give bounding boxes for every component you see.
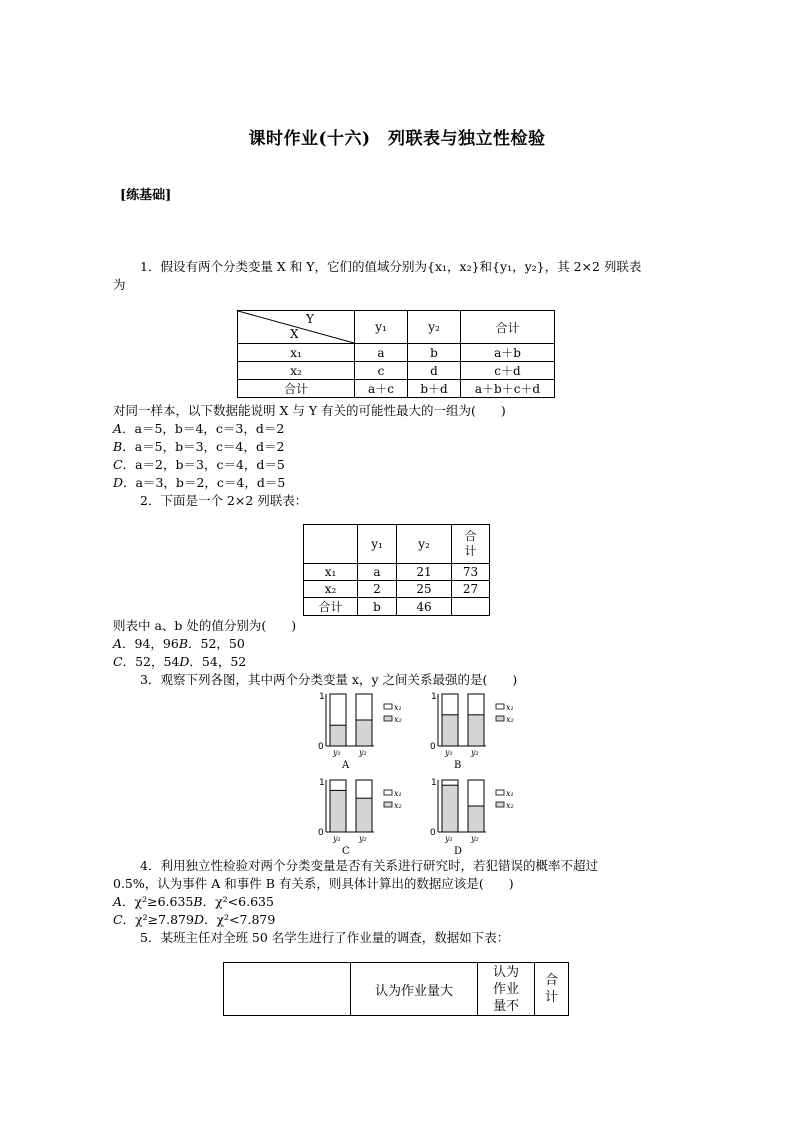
option-text: ．94，96 (122, 636, 179, 651)
table-cell: b＋d (408, 380, 461, 398)
q1-question: 对同一样本，以下数据能说明 X 与 Y 有关的可能性最大的一组为( ) (113, 403, 506, 418)
ytick-label: 1 (319, 692, 325, 702)
q1-option-b (113, 438, 284, 455)
table-cell: y₂ (397, 525, 452, 564)
legend-label: x₂ (506, 801, 514, 810)
option-letter: A (113, 894, 123, 909)
q1-header-y2: y₂ (408, 311, 461, 344)
option-letter: C (113, 912, 123, 927)
legend-swatch-x1 (384, 790, 392, 795)
table-cell: 73 (452, 564, 490, 581)
bar-x2 (356, 720, 372, 746)
option-text: ．χ²≥6.635 (122, 894, 194, 909)
legend-label: x₂ (506, 715, 514, 724)
q1-stem-line1: 1．假设有两个分类变量 X 和 Y，它们的值域分别为{x₁，x₂}和{y₁，y₂}，其 2×2 列联表 (140, 259, 642, 274)
page-title: 课时作业(十六) 列联表与独立性检验 (248, 129, 546, 149)
ytick-label: 1 (431, 778, 437, 788)
legend-swatch-x2 (384, 802, 392, 807)
q1-option-a (113, 420, 284, 437)
table-cell: 合 计 (452, 525, 490, 564)
q1-option-d (113, 474, 285, 491)
chart-A (312, 690, 412, 768)
q5-survey-table (223, 962, 569, 1016)
table-cell: x₂ (238, 362, 355, 380)
q1-option-c (113, 456, 285, 473)
ytick-label: 1 (431, 692, 437, 702)
q5-stem: 5．某班主任对全班 50 名学生进行了作业量的调查，数据如下表： (140, 930, 510, 945)
xtick-label: y₁ (445, 748, 453, 757)
q3-stem: 3．观察下列各图，其中两个分类变量 x，y 之间关系最强的是( ) (140, 672, 518, 687)
table-cell (304, 525, 358, 564)
option-letter: D (193, 912, 204, 927)
table-cell: 46 (397, 598, 452, 616)
table-cell: b (358, 598, 397, 616)
legend-label: x₁ (394, 789, 402, 798)
legend-label: x₂ (394, 801, 402, 810)
table-cell: x₁ (304, 564, 358, 581)
table-cell: 认为作业量大 (351, 963, 478, 1016)
xtick-label: y₁ (333, 748, 341, 757)
chart-label: A (342, 760, 350, 768)
option-text: ．a＝5，b＝4，c＝3，d＝2 (122, 421, 285, 436)
legend-swatch-x2 (496, 802, 504, 807)
table-cell: a＋b＋c＋d (461, 380, 555, 398)
option-text: ．χ²≥7.879 (122, 912, 194, 927)
legend-label: x₁ (506, 789, 514, 798)
chart-D (424, 776, 524, 854)
option-text: ．a＝2，b＝3，c＝4，d＝5 (122, 457, 285, 472)
xtick-label: y₁ (333, 834, 341, 843)
q4-stem-line2: 0.5%，认为事件 A 和事件 B 有关系，则具体计算出的数据应该是( ) (113, 876, 514, 891)
option-text: ．χ²<6.635 (202, 894, 274, 909)
bar-x2 (356, 798, 372, 832)
chart-label: C (342, 846, 350, 854)
table-cell: 认为 作业 量不 (478, 963, 535, 1016)
legend-swatch-x1 (496, 704, 504, 709)
ytick-label: 0 (318, 742, 324, 752)
chart-C (312, 776, 412, 854)
q1-corner-y: Y (306, 312, 314, 326)
bar-x2 (442, 715, 458, 746)
xtick-label: y₂ (359, 748, 367, 757)
option-text: ．a＝5，b＝3，c＝4，d＝2 (122, 439, 285, 454)
bar-x2 (442, 785, 458, 832)
table-cell: a (358, 564, 397, 581)
table-cell: 2 (358, 581, 397, 598)
table-cell: y₁ (358, 525, 397, 564)
option-text: ．54，52 (189, 654, 247, 669)
q1-corner-x: X (290, 327, 299, 341)
q1-header-total: 合计 (461, 311, 555, 344)
xtick-label: y₂ (359, 834, 367, 843)
option-text: ．a＝3，b＝2，c＝4，d＝5 (123, 475, 286, 490)
option-text: ．52，50 (188, 636, 245, 651)
legend-swatch-x1 (496, 790, 504, 795)
chart-label: B (454, 760, 462, 768)
table-cell (224, 963, 351, 1016)
q4-options-cd (113, 911, 275, 928)
q2-stem: 2．下面是一个 2×2 列联表： (140, 493, 308, 508)
legend-swatch-x2 (496, 716, 504, 721)
option-letter: C (113, 457, 123, 472)
xtick-label: y₂ (471, 834, 479, 843)
table-cell: c (355, 362, 408, 380)
q2-question: 则表中 a、b 处的值分别为( ) (113, 618, 297, 633)
option-text: ．52，54 (122, 654, 180, 669)
option-letter: B (178, 636, 189, 651)
table-cell: a (355, 344, 408, 362)
table-cell: x₁ (238, 344, 355, 362)
table-cell: c＋d (461, 362, 555, 380)
option-letter: D (113, 475, 124, 490)
section-heading: [练基础] (120, 188, 172, 203)
option-letter: D (179, 654, 190, 669)
ytick-label: 1 (319, 778, 325, 788)
legend-swatch-x1 (384, 704, 392, 709)
table-cell: 21 (397, 564, 452, 581)
legend-label: x₂ (394, 715, 402, 724)
legend-label: x₁ (394, 703, 402, 712)
table-cell: 合 计 (535, 963, 569, 1016)
xtick-label: y₂ (471, 748, 479, 757)
table-cell: 27 (452, 581, 490, 598)
q2-options-ab (113, 635, 245, 652)
table-cell: 合计 (304, 598, 358, 616)
q1-header-y1: y₁ (355, 311, 408, 344)
q2-contingency-table (303, 524, 490, 616)
q2-options-cd (113, 653, 246, 670)
option-letter: B (113, 439, 123, 454)
chart-label: D (454, 846, 463, 854)
table-cell: a＋b (461, 344, 555, 362)
q1-stem-line2: 为 (113, 277, 126, 292)
table-cell: d (408, 362, 461, 380)
q1-contingency-table (237, 310, 555, 398)
q1-corner-cell (238, 311, 355, 344)
q4-stem-line1: 4．利用独立性检验对两个分类变量是否有关系进行研究时，若犯错误的概率不超过 (140, 858, 598, 873)
bar-x2 (330, 725, 346, 746)
bar-x2 (330, 790, 346, 832)
q4-options-ab (113, 893, 274, 910)
table-cell: b (408, 344, 461, 362)
option-letter: B (193, 894, 203, 909)
ytick-label: 0 (430, 742, 436, 752)
bar-x2 (468, 715, 484, 746)
xtick-label: y₁ (445, 834, 453, 843)
option-letter: A (113, 636, 123, 651)
table-cell: 25 (397, 581, 452, 598)
table-cell: a＋c (355, 380, 408, 398)
option-letter: A (113, 421, 123, 436)
option-text: ．χ²<7.879 (203, 912, 276, 927)
ytick-label: 0 (430, 828, 436, 838)
bar-x2 (468, 806, 484, 832)
legend-label: x₁ (506, 703, 514, 712)
ytick-label: 0 (318, 828, 324, 838)
option-letter: C (113, 654, 123, 669)
table-cell: 合计 (238, 380, 355, 398)
table-cell: x₂ (304, 581, 358, 598)
table-cell (452, 598, 490, 616)
legend-swatch-x2 (384, 716, 392, 721)
chart-B (424, 690, 524, 768)
